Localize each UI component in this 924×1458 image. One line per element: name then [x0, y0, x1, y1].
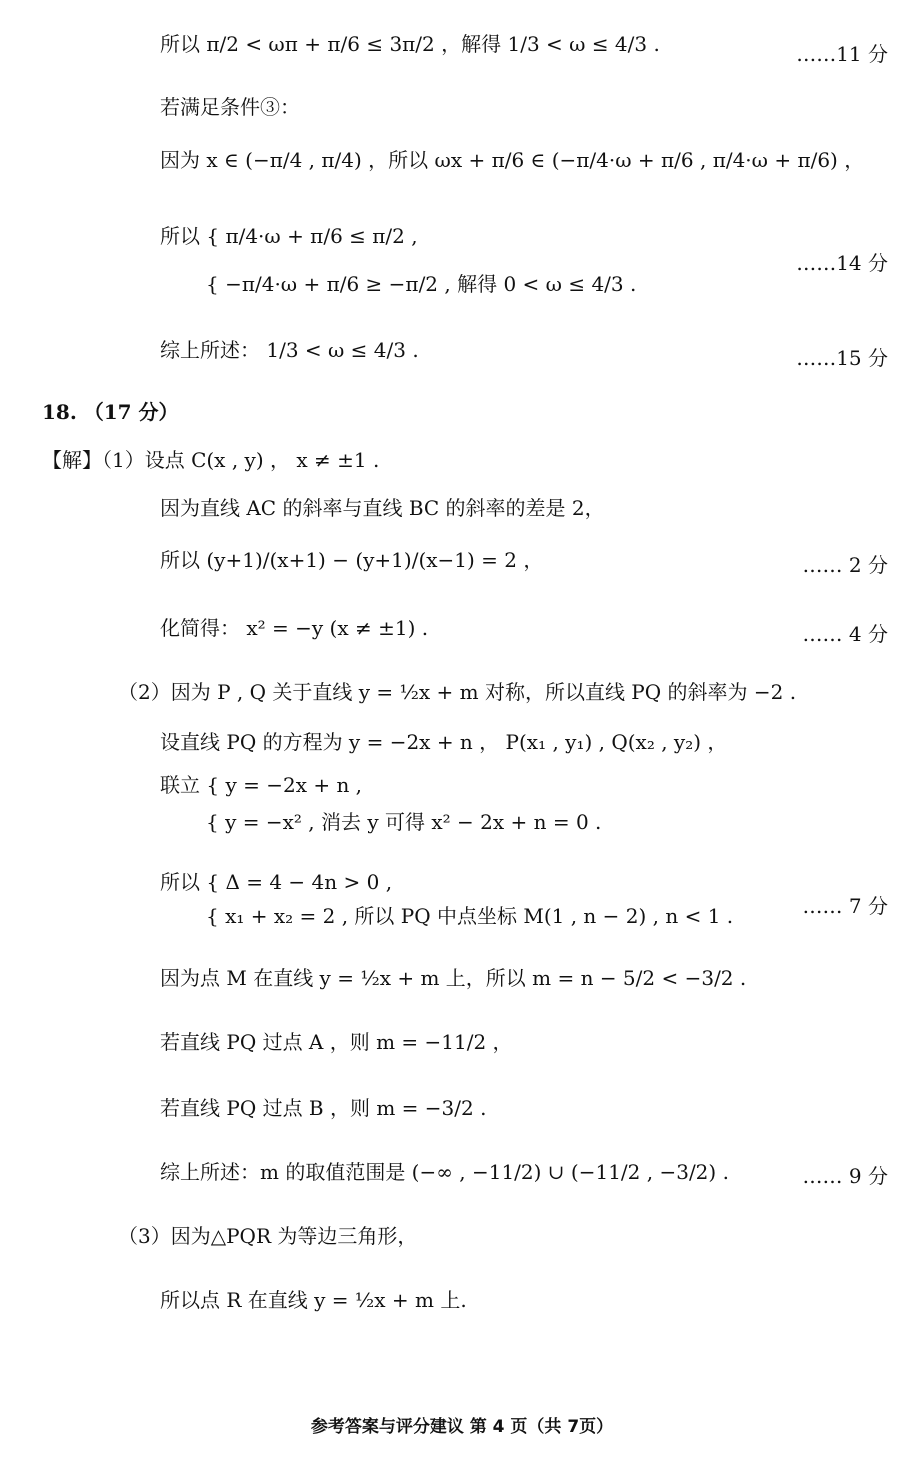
line-m-condition: 因为点 M 在直线 y = ½x + m 上，所以 m = n − 5/2 < −3/2 .	[160, 966, 747, 990]
line-system-1a: 所以 { π/4·ω + π/6 ≤ π/2 ,	[160, 224, 418, 248]
line-m-range: 综上所述：m 的取值范围是 (−∞ , −11/2) ∪ (−11/2 , −3/2) .	[160, 1160, 729, 1184]
line-pq-through-a: 若直线 PQ 过点 A ，则 m = −11/2 ，	[160, 1030, 513, 1054]
line-system-2a: 联立 { y = −2x + n ,	[160, 773, 363, 797]
line-system-2b: { y = −x² , 消去 y 可得 x² − 2x + n = 0 .	[206, 810, 602, 834]
score-7: …… 7 分	[802, 894, 888, 918]
line-system-3b: { x₁ + x₂ = 2 , 所以 PQ 中点坐标 M(1 , n − 2) , n < 1 .	[206, 904, 734, 928]
line-x-interval: 因为 x ∈ (−π/4 , π/4) ，所以 ωx + π/6 ∈ (−π/4·ω + π/6 , π/4·ω + π/6) ，	[160, 148, 865, 172]
line-part2-symmetry: （2）因为 P , Q 关于直线 y = ½x + m 对称，所以直线 PQ 的斜率为 −2 .	[118, 680, 797, 704]
line-pq-through-b: 若直线 PQ 过点 B ，则 m = −3/2 .	[160, 1096, 487, 1120]
score-4: …… 4 分	[802, 622, 888, 646]
line-simplified: 化简得： x² = −y (x ≠ ±1) .	[160, 616, 429, 640]
question-18-heading: 18. （17 分）	[42, 400, 179, 424]
line-pq-equation: 设直线 PQ 的方程为 y = −2x + n ， P(x₁ , y₁) , Q(x₂ , y₂) ，	[160, 730, 728, 754]
line-condition-3: 若满足条件③：	[160, 95, 300, 119]
line-omega-range: 所以 π/2 < ωπ + π/6 ≤ 3π/2 ，解得 1/3 < ω ≤ 4/3 .	[160, 32, 660, 56]
line-point-r: 所以点 R 在直线 y = ½x + m 上.	[160, 1288, 467, 1312]
line-slope-equation: 所以 (y+1)/(x+1) − (y+1)/(x−1) = 2 ，	[160, 548, 544, 572]
line-system-1b: { −π/4·ω + π/6 ≥ −π/2 , 解得 0 < ω ≤ 4/3 .	[206, 272, 637, 296]
line-part3-triangle: （3）因为△PQR 为等边三角形，	[118, 1224, 418, 1248]
score-11: ……11 分	[796, 42, 888, 66]
score-15: ……15 分	[796, 346, 888, 370]
line-part1-setup: 【解】（1）设点 C(x , y) ， x ≠ ±1 .	[42, 448, 380, 472]
score-14: ……14 分	[796, 251, 888, 275]
page-footer: 参考答案与评分建议 第 4 页（共 7页）	[310, 1417, 614, 1437]
line-system-3a: 所以 { Δ = 4 − 4n > 0 ,	[160, 870, 393, 894]
line-slope-condition: 因为直线 AC 的斜率与直线 BC 的斜率的差是 2，	[160, 496, 605, 520]
line-summary-omega: 综上所述： 1/3 < ω ≤ 4/3 .	[160, 338, 419, 362]
score-9: …… 9 分	[802, 1164, 888, 1188]
score-2: …… 2 分	[802, 553, 888, 577]
